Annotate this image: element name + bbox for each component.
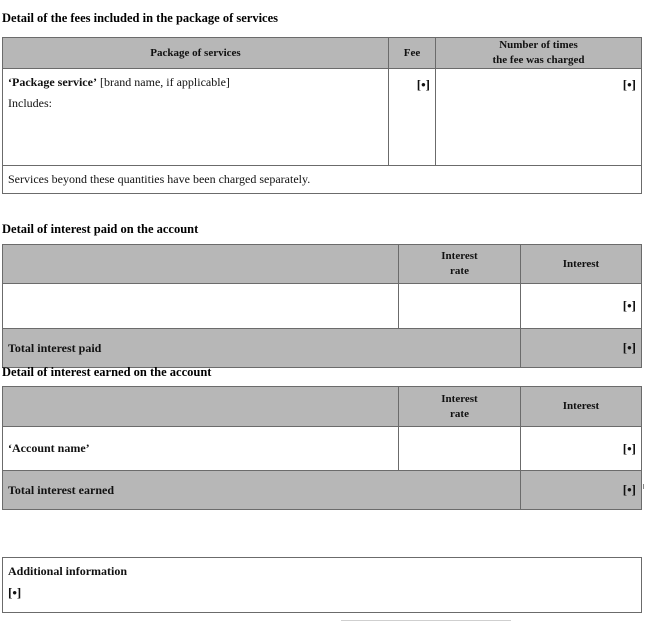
additional-info-cell: [3, 558, 642, 613]
fees-section-title: Detail of the fees included in the package of services: [2, 11, 279, 25]
interest-earned-table: [2, 386, 642, 510]
interest-paid-total-row: [3, 329, 642, 368]
additional-info-box: [2, 557, 642, 613]
package-fee: [•]: [389, 69, 436, 166]
rate-header-line1: Interest: [441, 392, 478, 405]
rate-header-line1: Interest: [441, 250, 478, 262]
package-name: ‘Package service’: [8, 75, 97, 89]
interest-paid-interest-header: Interest: [521, 245, 642, 284]
interest-earned-row-value: [•]: [521, 427, 642, 471]
interest-earned-rate-header: [399, 387, 521, 427]
interest-paid-header: [3, 245, 642, 284]
interest-paid-total-label: Total interest paid: [3, 329, 521, 368]
page-bottom-rule: [341, 620, 511, 621]
package-column-header: Package of services: [3, 38, 389, 69]
interest-earned-title: Detail of interest earned on the account: [2, 365, 212, 379]
interest-earned-total-value: [•]: [521, 471, 642, 510]
interest-earned-row-rate: [399, 427, 521, 471]
times-header-line2: the fee was charged: [492, 54, 585, 66]
interest-earned-total-label: Total interest earned: [3, 471, 521, 510]
times-header-line1: Number of times: [499, 39, 578, 51]
package-includes: Includes:: [8, 96, 52, 110]
interest-paid-label-header: [3, 245, 399, 284]
fees-footnote-row: [3, 166, 642, 194]
times-column-header: [436, 38, 642, 69]
interest-paid-row: [3, 284, 642, 329]
interest-paid-title: Detail of interest paid on the account: [2, 222, 199, 236]
interest-earned-label-header: [3, 387, 399, 427]
interest-earned-row: [3, 427, 642, 471]
additional-info-title: Additional information: [8, 564, 128, 578]
rate-header-line2: rate: [450, 265, 469, 277]
account-name: ‘Account name’: [3, 427, 399, 471]
package-brand-note: [brand name, if applicable]: [96, 75, 230, 89]
fees-footnote: Services beyond these quantities have been charged separately.: [3, 166, 642, 194]
interest-paid-row-value: [•]: [521, 284, 642, 329]
package-cell: [3, 69, 389, 166]
interest-paid-row-label: [3, 284, 399, 329]
package-times-charged: [•]: [436, 69, 642, 166]
interest-paid-total-value: [•]: [521, 329, 642, 368]
interest-earned-interest-header: Interest: [521, 387, 642, 427]
fee-column-header: Fee: [389, 38, 436, 69]
package-row: [3, 69, 642, 166]
interest-earned-total-row: [3, 471, 642, 510]
fees-table: [2, 37, 642, 194]
additional-info-row: [3, 558, 642, 613]
interest-paid-rate-header: [399, 245, 521, 284]
interest-paid-row-rate: [399, 284, 521, 329]
interest-paid-table: [2, 244, 642, 368]
fees-table-header: [3, 38, 642, 69]
rate-header-line2: rate: [450, 407, 469, 420]
additional-info-value: [•]: [8, 585, 22, 600]
interest-earned-header: [3, 387, 642, 427]
